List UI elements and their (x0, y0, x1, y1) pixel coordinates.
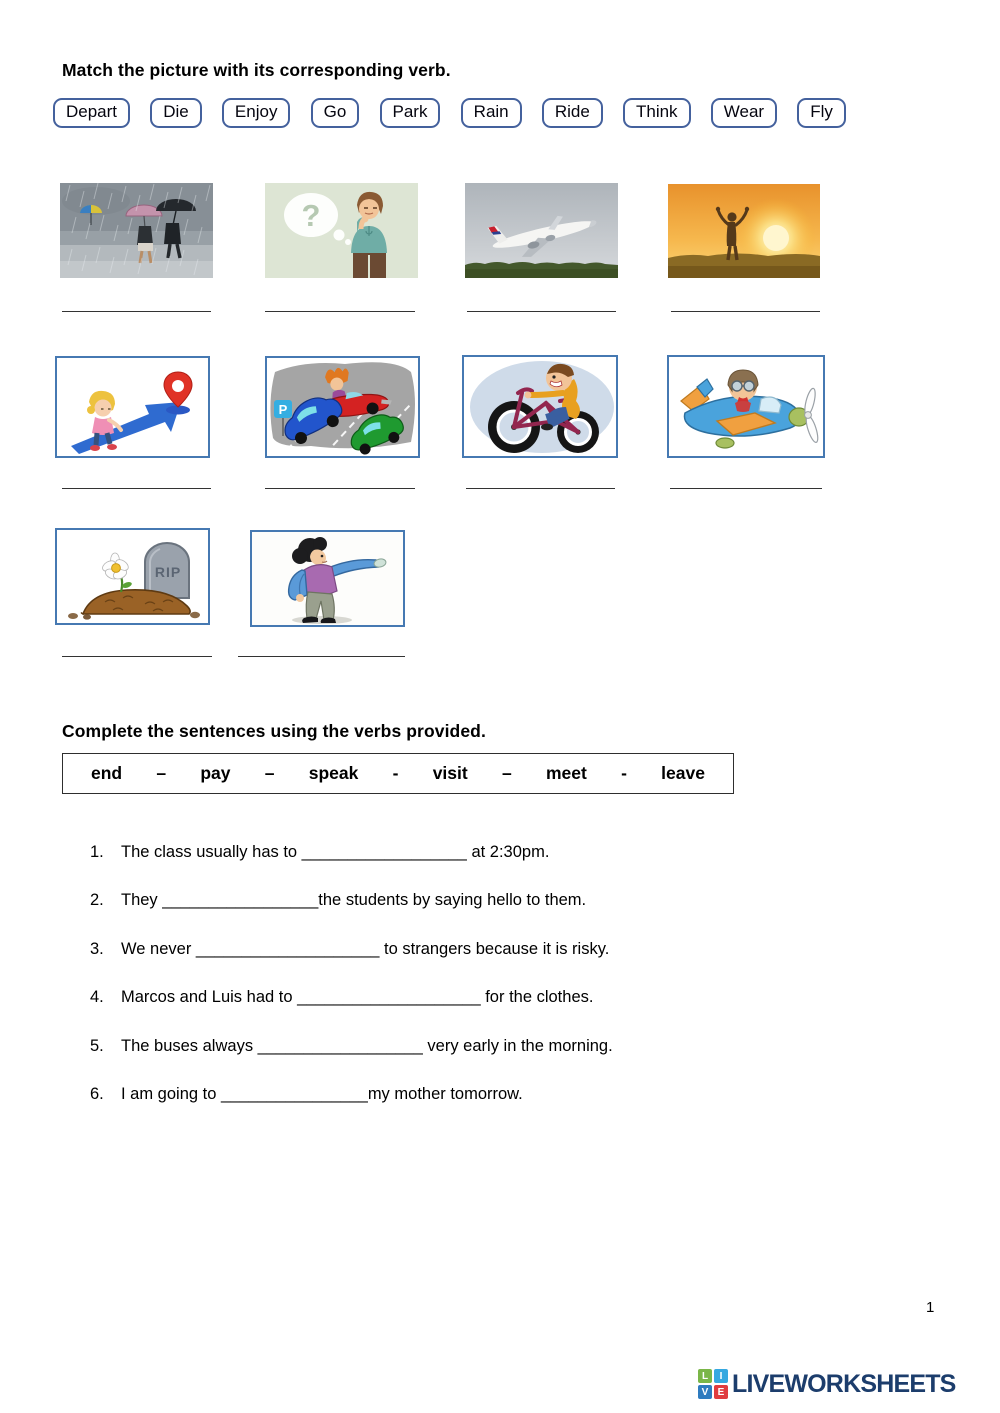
sentence-text: very early in the morning. (422, 1037, 613, 1055)
sunset-person-icon (668, 184, 820, 278)
sentence-text: Marcos and Luis had to (121, 988, 298, 1006)
sentence-number: 5. (90, 1037, 104, 1055)
page-number: 1 (926, 1299, 935, 1316)
bank-separator: – (264, 763, 275, 783)
verb-chip-rain[interactable]: Rain (461, 98, 522, 128)
ride-bicycle-icon (464, 357, 616, 456)
answer-line[interactable] (670, 488, 822, 489)
match-section-title: Match the picture with its corresponding verb. (62, 60, 451, 80)
bank-separator: - (392, 763, 399, 783)
sentence-2 (90, 891, 586, 910)
question-mark: ? (301, 198, 321, 233)
sentence-number: 4. (90, 988, 104, 1006)
sentence-1 (90, 843, 549, 862)
verb-chip-ride[interactable]: Ride (542, 98, 603, 128)
fly-plane-kid-icon (669, 357, 823, 456)
sentence-text: at 2:30pm. (466, 843, 550, 861)
verb-word-bank (53, 98, 846, 128)
verb-chip-depart[interactable]: Depart (53, 98, 130, 128)
logo-square-l: L (698, 1369, 712, 1383)
sentence-blank[interactable]: ____________________ (195, 940, 380, 958)
bank-separator: - (621, 763, 627, 783)
verb-chip-die[interactable]: Die (150, 98, 202, 128)
sentence-number: 3. (90, 940, 104, 958)
sentence-text: I am going to (121, 1085, 221, 1103)
verb-bank-box (62, 753, 734, 794)
liveworksheets-logo (698, 1369, 956, 1399)
bank-word-speak[interactable]: speak (308, 763, 359, 783)
depart-picture (465, 183, 618, 278)
complete-section-title: Complete the sentences using the verbs provided. (62, 721, 486, 741)
liveworksheets-wordmark: LIVEWORKSHEETS (732, 1369, 956, 1398)
sentence-blank[interactable]: ________________ (220, 1085, 368, 1103)
parking-sign-letter: P (278, 402, 288, 417)
sentence-4 (90, 988, 593, 1007)
logo-square-i: I (714, 1369, 728, 1383)
bank-word-pay[interactable]: pay (200, 763, 231, 783)
sentence-text: The class usually has to (121, 843, 302, 861)
bank-separator: – (501, 763, 512, 783)
answer-line[interactable] (671, 311, 820, 312)
sentence-number: 1. (90, 843, 104, 861)
answer-line[interactable] (62, 311, 211, 312)
bank-word-end[interactable]: end (91, 763, 123, 783)
bank-word-meet[interactable]: meet (545, 763, 587, 783)
sentence-blank[interactable]: __________________ (301, 843, 467, 861)
rain-umbrellas-icon (60, 183, 213, 278)
answer-line[interactable] (265, 311, 415, 312)
bank-separator: – (156, 763, 167, 783)
parking-cars-icon (267, 358, 418, 456)
sentence-blank[interactable]: ____________________ (297, 988, 481, 1006)
go-arrow-pin-icon (57, 358, 208, 456)
bank-word-visit[interactable]: visit (432, 763, 468, 783)
verb-chip-think[interactable]: Think (623, 98, 691, 128)
verb-chip-enjoy[interactable]: Enjoy (222, 98, 291, 128)
sentence-6 (90, 1085, 523, 1104)
wear-jacket-icon (252, 532, 403, 625)
verb-chip-park[interactable]: Park (380, 98, 441, 128)
airplane-takeoff-icon (465, 183, 618, 278)
answer-line[interactable] (62, 488, 211, 489)
sentence-blank[interactable]: __________________ (257, 1037, 423, 1055)
sentence-text: for the clothes. (480, 988, 594, 1006)
answer-line[interactable] (238, 656, 405, 657)
bank-word-leave[interactable]: leave (661, 763, 705, 783)
sentence-text: They (121, 891, 163, 909)
sentence-number: 6. (90, 1085, 104, 1103)
answer-line[interactable] (62, 656, 212, 657)
thinking-man-icon (265, 183, 418, 278)
liveworksheets-logo-icon (698, 1369, 728, 1399)
verb-chip-go[interactable]: Go (311, 98, 360, 128)
sentence-5 (90, 1037, 613, 1056)
rain-picture (60, 183, 213, 278)
logo-square-v: V (698, 1385, 712, 1399)
think-picture (265, 183, 418, 278)
sentence-text: my mother tomorrow. (367, 1085, 523, 1103)
sentence-text: to strangers because it is risky. (379, 940, 610, 958)
ride-picture (462, 355, 618, 458)
park-picture (265, 356, 420, 458)
answer-line[interactable] (467, 311, 616, 312)
sentence-blank[interactable]: _________________ (162, 891, 319, 909)
grave-rip-icon (57, 530, 208, 623)
go-picture (55, 356, 210, 458)
answer-line[interactable] (265, 488, 415, 489)
sentence-text: We never (121, 940, 196, 958)
answer-line[interactable] (466, 488, 615, 489)
sentence-text: the students by saying hello to them. (318, 891, 587, 909)
die-picture (55, 528, 210, 625)
fly-picture (667, 355, 825, 458)
sentence-number: 2. (90, 891, 104, 909)
sentence-3 (90, 940, 609, 959)
wear-picture (250, 530, 405, 627)
enjoy-picture (668, 184, 820, 278)
sentence-text: The buses always (121, 1037, 258, 1055)
verb-chip-wear[interactable]: Wear (711, 98, 777, 128)
verb-chip-fly[interactable]: Fly (797, 98, 846, 128)
rip-text: RIP (154, 564, 182, 580)
logo-square-e: E (714, 1385, 728, 1399)
